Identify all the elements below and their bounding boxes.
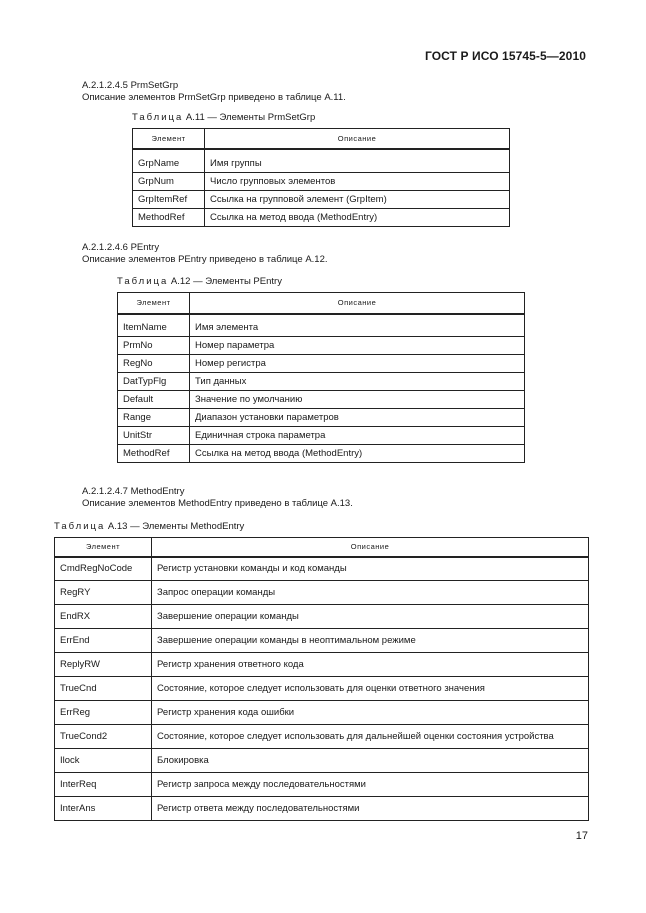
caption-prefix: Таблица (117, 276, 169, 287)
cell-element-name: EndRX (55, 605, 152, 629)
section-intro-prmsetgrp: Описание элементов PrmSetGrp приведено в таблице А.11. (82, 92, 346, 103)
cell-element-name: Ilock (55, 749, 152, 773)
cell-element-name: InterAns (55, 797, 152, 821)
table-row (118, 391, 525, 409)
caption-prefix: Таблица (132, 112, 184, 123)
table-row (55, 653, 589, 677)
cell-element-name: Range (118, 409, 190, 427)
table-row (118, 445, 525, 463)
cell-element-name: GrpNum (133, 173, 205, 191)
table-row (118, 409, 525, 427)
cell-element-name: GrpName (133, 149, 205, 173)
cell-description: Завершение операции команды в неоптимальном режиме (152, 629, 589, 653)
cell-description: Ссылка на метод ввода (MethodEntry) (190, 445, 525, 463)
cell-element-name: ItemName (118, 314, 190, 337)
table-row (118, 355, 525, 373)
cell-description: Ссылка на метод ввода (MethodEntry) (205, 209, 510, 227)
cell-description: Имя группы (205, 149, 510, 173)
section-heading-methodentry: А.2.1.2.4.7 MethodEntry (82, 486, 185, 497)
table-row (55, 605, 589, 629)
table-a13 (54, 537, 589, 821)
cell-description: Регистр запроса между последовательностями (152, 773, 589, 797)
page-number: 17 (575, 830, 588, 842)
table-row (133, 191, 510, 209)
caption-prefix: Таблица (54, 521, 106, 532)
cell-description: Тип данных (190, 373, 525, 391)
cell-element-name: ReplyRW (55, 653, 152, 677)
table-row (133, 173, 510, 191)
document-standard-header: ГОСТ Р ИСО 15745-5—2010 (424, 49, 586, 63)
table-a11 (132, 128, 510, 227)
cell-description: Номер параметра (190, 337, 525, 355)
table-row (55, 701, 589, 725)
cell-element-name: DatTypFlg (118, 373, 190, 391)
cell-element-name: TrueCond2 (55, 725, 152, 749)
cell-element-name: ErrReg (55, 701, 152, 725)
caption-text: А.13 — Элементы MethodEntry (107, 521, 245, 532)
cell-element-name: RegNo (118, 355, 190, 373)
table-row (55, 725, 589, 749)
cell-description: Единичная строка параметра (190, 427, 525, 445)
cell-description: Регистр хранения кода ошибки (152, 701, 589, 725)
cell-description: Регистр ответа между последовательностями (152, 797, 589, 821)
column-header-element: Элемент (118, 293, 190, 314)
section-intro-methodentry: Описание элементов MethodEntry приведено в таблице А.13. (82, 498, 353, 509)
cell-element-name: UnitStr (118, 427, 190, 445)
cell-element-name: MethodRef (118, 445, 190, 463)
table-row (55, 677, 589, 701)
table-caption-a12 (117, 276, 282, 287)
cell-element-name: Default (118, 391, 190, 409)
caption-text: А.12 — Элементы PEntry (170, 276, 282, 287)
table-row (118, 427, 525, 445)
cell-element-name: MethodRef (133, 209, 205, 227)
cell-description: Имя элемента (190, 314, 525, 337)
caption-text: А.11 — Элементы PrmSetGrp (185, 112, 316, 123)
column-header-description: Описание (205, 129, 510, 149)
column-header-element: Элемент (133, 129, 205, 149)
table-caption-a11 (132, 112, 315, 123)
cell-element-name: InterReq (55, 773, 152, 797)
cell-description: Ссылка на групповой элемент (GrpItem) (205, 191, 510, 209)
cell-description: Значение по умолчанию (190, 391, 525, 409)
table-row (133, 209, 510, 227)
column-header-description: Описание (152, 538, 589, 557)
table-row (118, 373, 525, 391)
table-row (55, 557, 589, 581)
table-row (55, 797, 589, 821)
cell-description: Блокировка (152, 749, 589, 773)
cell-element-name: ErrEnd (55, 629, 152, 653)
cell-description: Номер регистра (190, 355, 525, 373)
table-row (118, 314, 525, 337)
section-heading-pentry: А.2.1.2.4.6 PEntry (82, 242, 160, 253)
cell-element-name: CmdRegNoCode (55, 557, 152, 581)
section-intro-pentry: Описание элементов PEntry приведено в таблице А.12. (82, 254, 328, 265)
section-heading-prmsetgrp: А.2.1.2.4.5 PrmSetGrp (82, 80, 179, 91)
cell-description: Состояние, которое следует использовать для оценки ответного значения (152, 677, 589, 701)
cell-element-name: TrueCnd (55, 677, 152, 701)
cell-element-name: RegRY (55, 581, 152, 605)
table-caption-a13 (54, 521, 244, 532)
cell-description: Завершение операции команды (152, 605, 589, 629)
table-row (118, 337, 525, 355)
cell-element-name: PrmNo (118, 337, 190, 355)
cell-description: Регистр хранения ответного кода (152, 653, 589, 677)
cell-description: Число групповых элементов (205, 173, 510, 191)
table-row (55, 749, 589, 773)
cell-description: Диапазон установки параметров (190, 409, 525, 427)
column-header-description: Описание (190, 293, 525, 314)
table-a12 (117, 292, 525, 463)
cell-element-name: GrpItemRef (133, 191, 205, 209)
table-row (55, 581, 589, 605)
table-row (133, 149, 510, 173)
cell-description: Состояние, которое следует использовать для дальнейшей оценки состояния устройства (152, 725, 589, 749)
cell-description: Запрос операции команды (152, 581, 589, 605)
table-row (55, 629, 589, 653)
table-row (55, 773, 589, 797)
column-header-element: Элемент (55, 538, 152, 557)
cell-description: Регистр установки команды и код команды (152, 557, 589, 581)
